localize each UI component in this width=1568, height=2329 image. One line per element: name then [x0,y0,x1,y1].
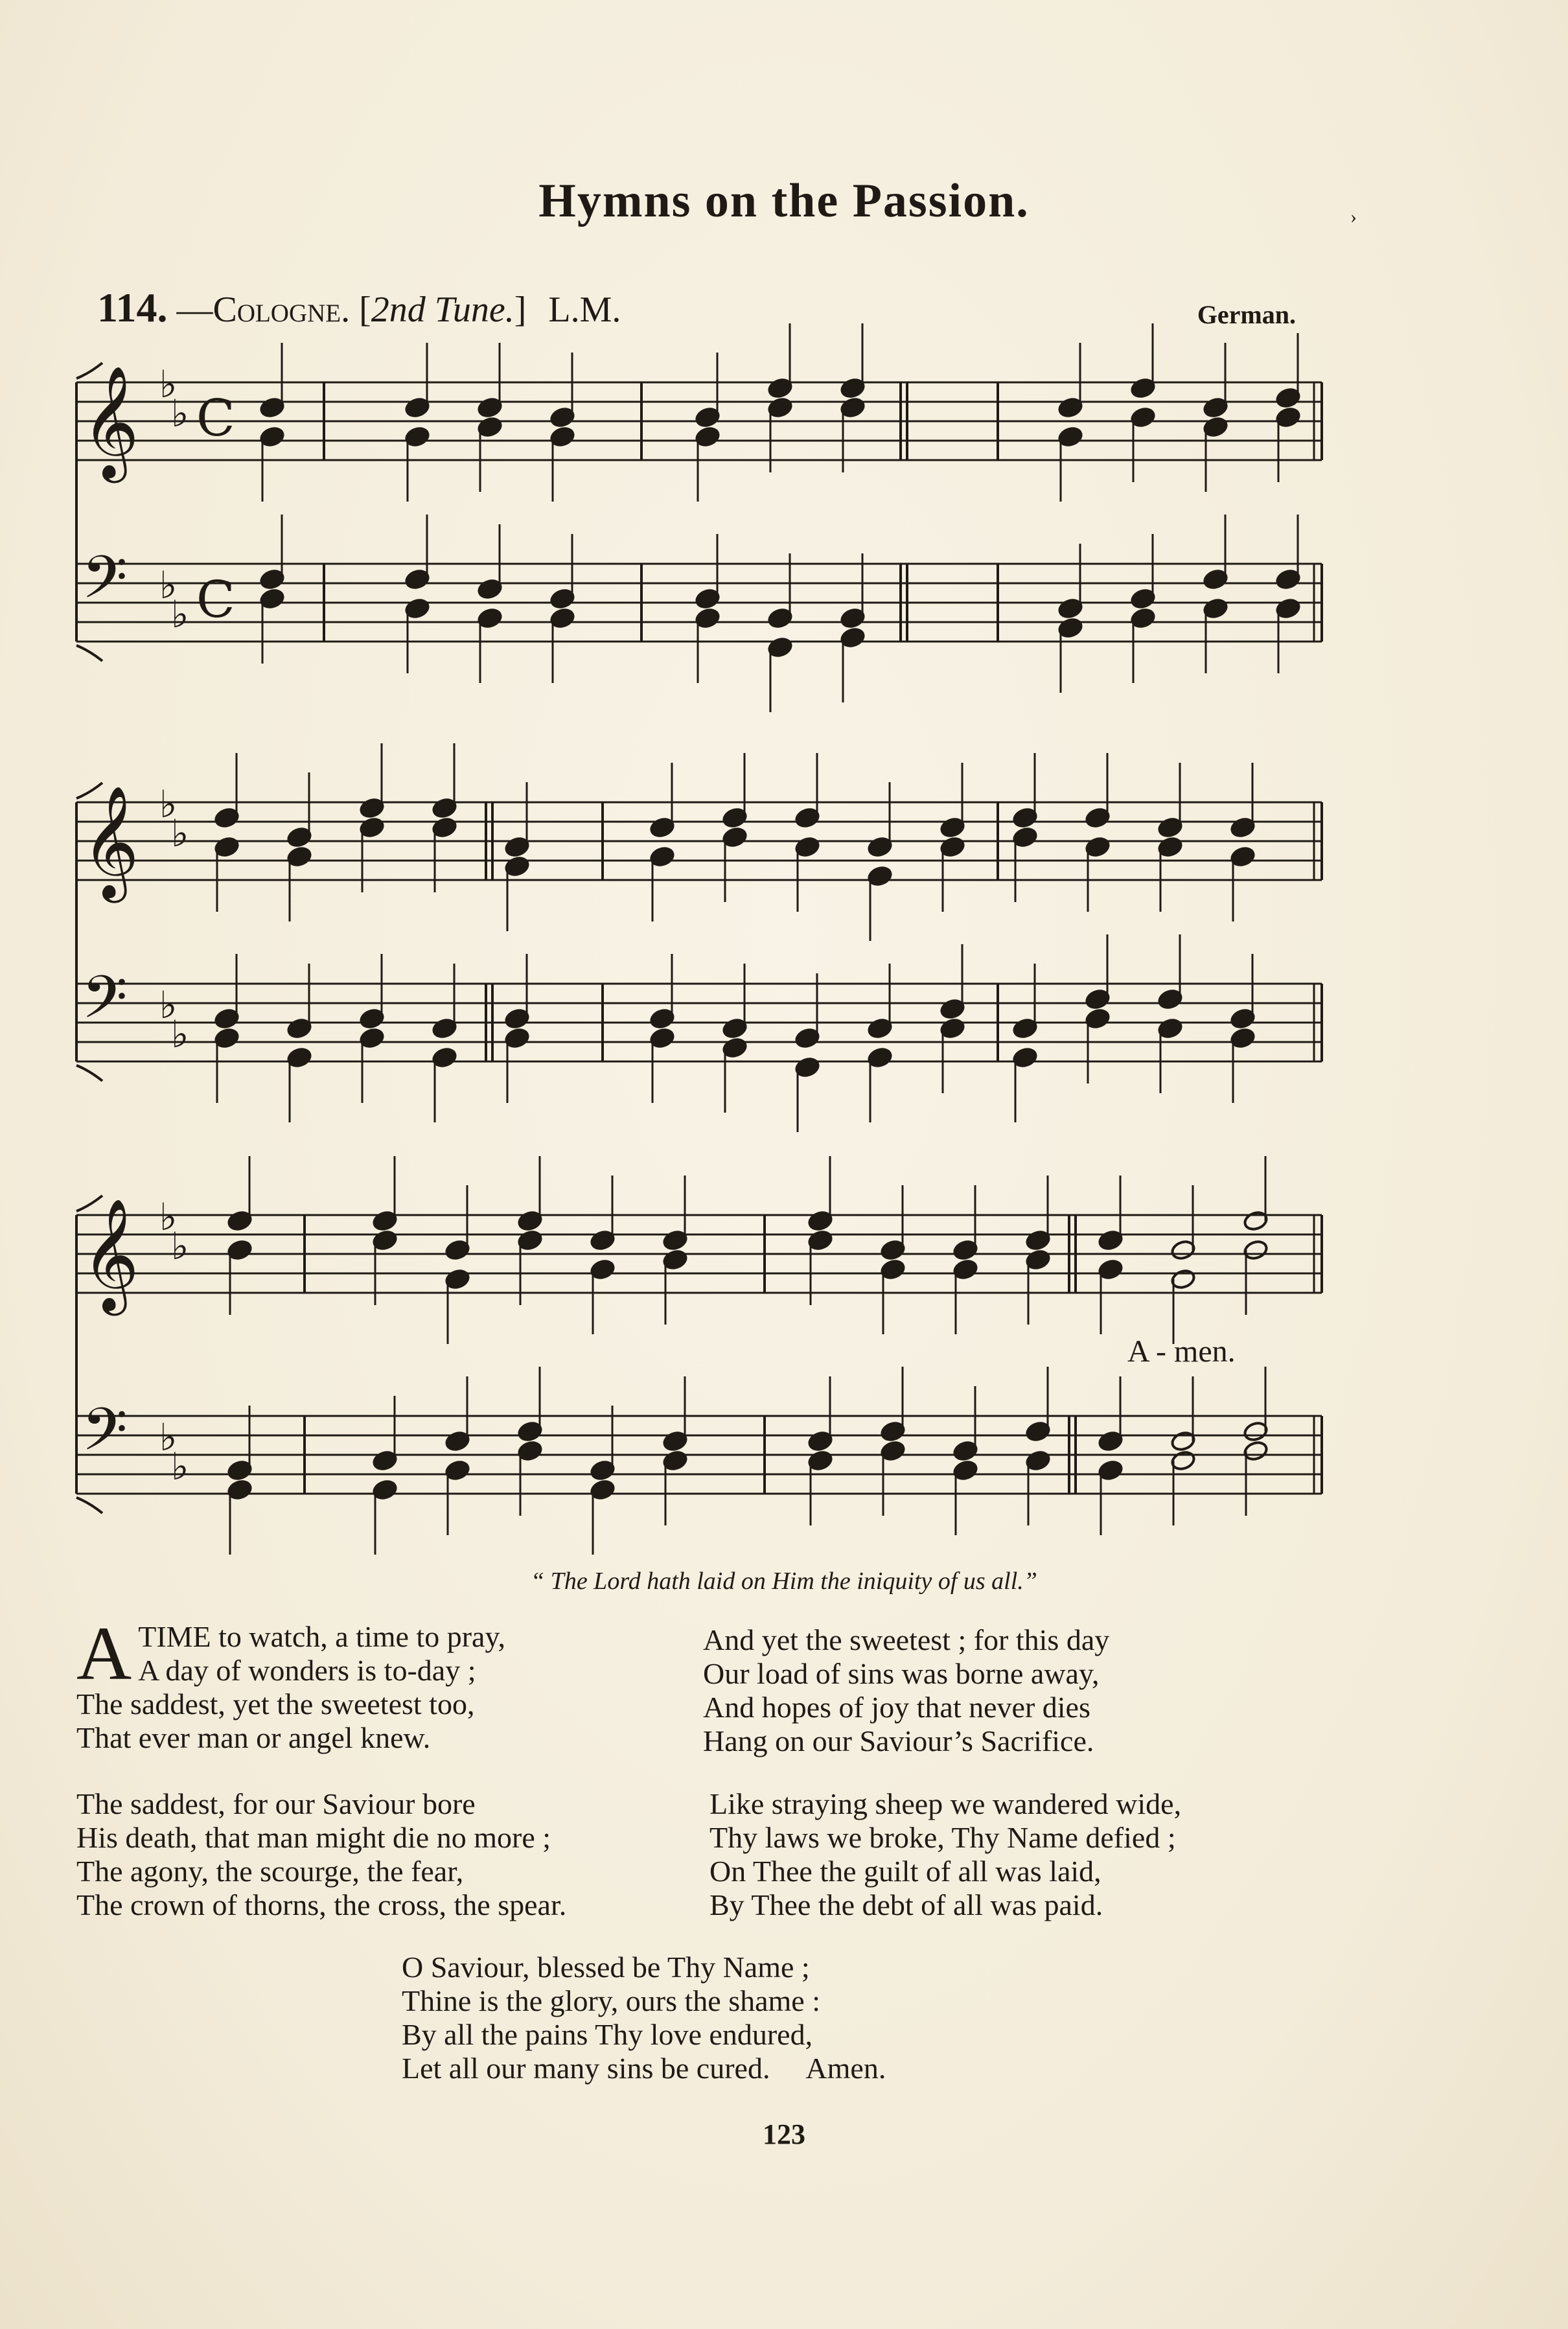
verse-line: Our load of sins was borne away, [703,1657,1100,1690]
flat-sign: ♭ [159,362,178,406]
hymn-number: 114. [97,284,168,330]
verse-2 [703,1623,1109,1758]
clef-symbol: 𝄞 [82,1198,139,1311]
flat-sign: ♭ [171,592,189,636]
verse-line: The agony, the scourge, the fear, [76,1855,464,1888]
verse-5 [402,1951,886,2085]
tune-note-close: ] [514,290,527,330]
page-header: Hymns on the Passion. [538,174,1030,227]
flat-sign: ♭ [171,391,189,435]
verse-line: Let all our many sins be cured. Amen. [402,2052,886,2085]
flat-sign: ♭ [171,1012,189,1056]
clef-symbol: 𝄞 [82,785,139,898]
flat-sign: ♭ [159,983,178,1027]
meter: L.M. [548,290,621,330]
verse-line: O Saviour, blessed be Thy Name ; [402,1951,810,1984]
verse-line: That ever man or angel knew. [76,1721,431,1754]
tune-name: —Cologne. [176,290,351,330]
verse-line: And hopes of joy that never dies [703,1691,1090,1724]
clef-symbol: 𝄢 [82,543,128,626]
flat-sign: ♭ [159,1415,178,1459]
verse-line: The saddest, yet the sweetest too, [76,1687,475,1721]
verse-1 [76,1611,505,1755]
verse-4 [709,1787,1181,1922]
verse-3 [76,1787,566,1922]
tune-note-open: [ [359,290,371,330]
verse-line: On Thee the guilt of all was laid, [709,1855,1101,1888]
clef-symbol: 𝄢 [82,1395,128,1478]
verse-line: Thine is the glory, ours the shame : [402,1984,820,2017]
brace-bottom [76,1065,102,1081]
verse-line: The crown of thorns, the cross, the spear. [76,1888,567,1921]
tune-note: 2nd Tune. [371,290,514,330]
flat-sign: ♭ [159,563,178,607]
flat-sign: ♭ [171,811,189,855]
composer: German. [1197,300,1296,329]
verse-line: Thy laws we broke, Thy Name defied ; [709,1821,1176,1854]
flat-sign: ♭ [159,782,178,826]
drop-cap: A [76,1611,132,1696]
verse-line: A day of wonders is to-day ; [138,1654,476,1687]
page-number: 123 [763,2118,805,2150]
verse-line: And yet the sweetest ; for this day [703,1623,1110,1656]
verse-line: Hang on our Saviour’s Sacrifice. [703,1724,1094,1757]
flat-sign: ♭ [171,1444,189,1489]
brace-bottom [76,645,102,661]
amen-lyric: A - men. [1127,1334,1236,1369]
clef-symbol: 𝄢 [82,963,128,1046]
verse-line: By Thee the debt of all was paid. [709,1888,1103,1921]
flat-sign: ♭ [159,1195,178,1239]
verse-line: By all the pains Thy love endured, [402,2018,813,2051]
brace-bottom [76,1498,102,1513]
verse-line: TIME to watch, a time to pray, [138,1620,505,1653]
margin-mark: › [1350,206,1357,227]
time-signature: C [196,571,235,629]
time-signature: C [196,389,235,448]
verse-line: The saddest, for our Saviour bore [76,1787,476,1820]
flat-sign: ♭ [171,1224,189,1268]
verse-line: His death, that man might die no more ; [76,1821,551,1854]
verse-line: Like straying sheep we wandered wide, [709,1787,1182,1820]
clef-symbol: 𝄞 [82,365,139,478]
epigraph: “ The Lord hath laid on Him the iniquity of us all.” [531,1568,1037,1595]
